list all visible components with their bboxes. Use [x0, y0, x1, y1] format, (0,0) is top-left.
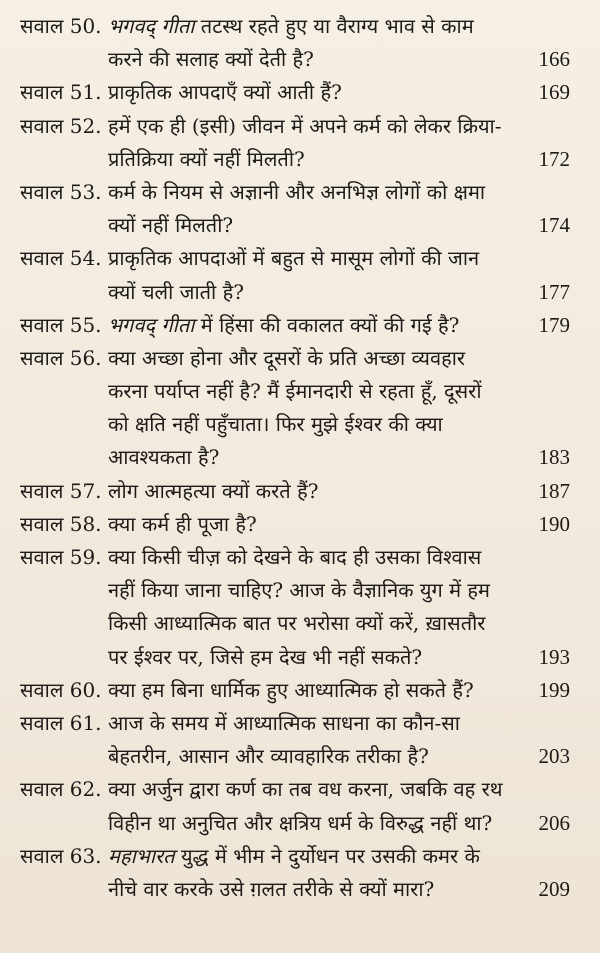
toc-line	[20, 342, 570, 375]
page-number: 183	[538, 445, 570, 470]
question-number: सवाल 54.	[20, 246, 102, 271]
toc-line	[20, 807, 570, 840]
text-segment: आवश्यकता है?	[108, 445, 220, 470]
toc-line	[20, 309, 570, 342]
page-number: 166	[538, 47, 570, 72]
text-segment: प्रतिक्रिया क्यों नहीं मिलती?	[108, 146, 305, 171]
text-segment: आज के समय में आध्यात्मिक साधना का कौन-सा	[108, 710, 460, 735]
page-number: 199	[538, 677, 570, 702]
question-text	[108, 176, 508, 209]
text-segment: किसी आध्यात्मिक बात पर भरोसा क्यों करें, ख़ासतौर	[108, 611, 486, 636]
toc-entry	[20, 309, 570, 342]
question-text	[108, 441, 508, 474]
question-text	[108, 76, 508, 109]
toc-line	[20, 242, 570, 275]
question-text	[108, 574, 508, 607]
toc-line	[20, 10, 570, 43]
question-text	[108, 209, 508, 242]
question-number: सवाल 62.	[20, 777, 102, 802]
toc-entry	[20, 840, 570, 906]
toc-line	[20, 408, 570, 441]
page-number: 209	[538, 876, 570, 901]
question-text	[108, 242, 508, 275]
question-text	[108, 873, 508, 906]
toc-entry	[20, 541, 570, 674]
toc-line	[20, 43, 570, 76]
toc-entry	[20, 242, 570, 308]
toc-line	[20, 209, 570, 242]
toc-line	[20, 607, 570, 640]
text-segment: प्राकृतिक आपदाएँ क्यों आती हैं?	[108, 80, 342, 105]
text-segment: क्या हम बिना धार्मिक हुए आध्यात्मिक हो सकते हैं?	[108, 677, 474, 702]
text-segment: युद्ध में भीम ने दुर्योधन पर उसकी कमर के	[174, 843, 480, 868]
question-text	[108, 641, 508, 674]
text-segment: क्या अच्छा होना और दूसरों के प्रति अच्छा व्यवहार	[108, 345, 466, 370]
toc-line	[20, 574, 570, 607]
text-segment: क्या कर्म ही पूजा है?	[108, 511, 257, 536]
page-number: 172	[538, 146, 570, 171]
page-number: 187	[538, 478, 570, 503]
page-number: 203	[538, 744, 570, 769]
question-number: सवाल 59.	[20, 545, 102, 569]
page-number: 206	[538, 810, 570, 835]
question-number: सवाल 63.	[20, 843, 102, 868]
question-number: सवाल 55.	[20, 312, 102, 337]
toc-entry	[20, 110, 570, 176]
toc-entry	[20, 707, 570, 773]
question-text	[108, 342, 508, 375]
page-number: 169	[538, 80, 570, 105]
toc-entry	[20, 342, 570, 475]
toc-line	[20, 76, 570, 109]
toc-line	[20, 441, 570, 474]
question-number: सवाल 61.	[20, 710, 102, 735]
question-number: सवाल 50.	[20, 14, 102, 38]
question-text	[108, 840, 508, 873]
text-segment: क्यों चली जाती है?	[108, 279, 244, 304]
italic-title-text: भगवद् गीता	[108, 14, 195, 38]
toc-line	[20, 873, 570, 906]
toc-line	[20, 674, 570, 707]
question-number: सवाल 57.	[20, 478, 102, 503]
table-of-contents	[20, 10, 570, 906]
toc-line	[20, 707, 570, 740]
toc-entry	[20, 475, 570, 508]
toc-line	[20, 740, 570, 773]
text-segment: लोग आत्महत्या क्यों करते हैं?	[108, 478, 319, 503]
toc-line	[20, 375, 570, 408]
question-text	[108, 43, 508, 76]
toc-entry	[20, 773, 570, 839]
toc-line	[20, 176, 570, 209]
toc-entry	[20, 76, 570, 109]
question-text	[108, 541, 508, 574]
question-text	[108, 740, 508, 773]
toc-line	[20, 143, 570, 176]
question-number: सवाल 53.	[20, 179, 102, 204]
text-segment: तटस्थ रहते हुए या वैराग्य भाव से काम	[194, 14, 474, 38]
page-number: 193	[538, 644, 570, 669]
text-segment: क्यों नहीं मिलती?	[108, 213, 234, 238]
toc-line	[20, 110, 570, 143]
text-segment: को क्षति नहीं पहुँचाता। फिर मुझे ईश्वर की क्या	[108, 412, 443, 437]
page-number: 174	[538, 213, 570, 238]
italic-title-text: महाभारत	[108, 843, 175, 868]
text-segment: नीचे वार करके उसे ग़लत तरीके से क्यों मारा?	[108, 876, 435, 901]
question-text	[108, 707, 508, 740]
text-segment: करना पर्याप्त नहीं है? मैं ईमानदारी से रहता हूँ, दूसरों	[108, 379, 482, 404]
page-number: 179	[538, 312, 570, 337]
question-text	[108, 375, 508, 408]
text-segment: करने की सलाह क्यों देती है?	[108, 47, 314, 72]
text-segment: क्या अर्जुन द्वारा कर्ण का तब वध करना, जबकि वह रथ	[108, 777, 503, 802]
question-text	[108, 607, 508, 640]
text-segment: नहीं किया जाना चाहिए? आज के वैज्ञानिक युग में हम	[108, 578, 490, 603]
toc-line	[20, 840, 570, 873]
text-segment: क्या किसी चीज़ को देखने के बाद ही उसका विश्वास	[108, 545, 482, 569]
question-text	[108, 276, 508, 309]
text-segment: में हिंसा की वकालत क्यों की गई है?	[194, 312, 460, 337]
question-number: सवाल 60.	[20, 677, 102, 702]
question-text	[108, 508, 508, 541]
question-number: सवाल 56.	[20, 345, 102, 370]
toc-line	[20, 641, 570, 674]
toc-line	[20, 541, 570, 574]
toc-entry	[20, 176, 570, 242]
text-segment: प्राकृतिक आपदाओं में बहुत से मासूम लोगों की जान	[108, 246, 480, 271]
text-segment: हमें एक ही (इसी) जीवन में अपने कर्म को लेकर क्रिया-	[108, 113, 502, 138]
italic-title-text: भगवद् गीता	[108, 312, 195, 337]
question-text	[108, 408, 508, 441]
toc-line	[20, 276, 570, 309]
question-text	[108, 475, 508, 508]
question-text	[108, 309, 508, 342]
question-number: सवाल 52.	[20, 113, 102, 138]
question-text	[108, 10, 508, 43]
text-segment: कर्म के नियम से अज्ञानी और अनभिज्ञ लोगों को क्षमा	[108, 179, 486, 204]
page-number: 177	[538, 279, 570, 304]
toc-entry	[20, 508, 570, 541]
toc-entry	[20, 674, 570, 707]
question-text	[108, 143, 508, 176]
question-number: सवाल 58.	[20, 511, 102, 536]
question-text	[108, 773, 508, 806]
question-number: सवाल 51.	[20, 80, 102, 105]
toc-line	[20, 508, 570, 541]
text-segment: विहीन था अनुचित और क्षत्रिय धर्म के विरुद्ध नहीं था?	[108, 810, 493, 835]
question-text	[108, 674, 508, 707]
question-text	[108, 807, 508, 840]
toc-line	[20, 773, 570, 806]
toc-entry	[20, 10, 570, 76]
page-number: 190	[538, 511, 570, 536]
text-segment: बेहतरीन, आसान और व्यावहारिक तरीका है?	[108, 744, 429, 769]
text-segment: पर ईश्वर पर, जिसे हम देख भी नहीं सकते?	[108, 644, 423, 669]
question-text	[108, 110, 508, 143]
toc-line	[20, 475, 570, 508]
